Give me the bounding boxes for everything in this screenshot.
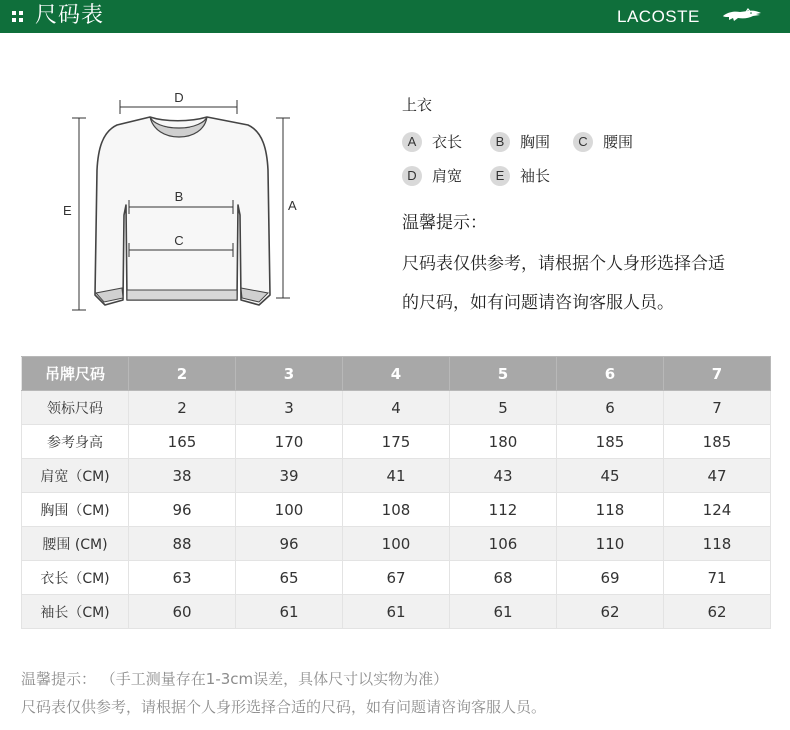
table-row bbox=[22, 493, 771, 527]
table-cell: 170 bbox=[236, 425, 343, 459]
table-cell: 165 bbox=[129, 425, 236, 459]
tips-line-2: 的尺码，如有问题请咨询客服人员。 bbox=[402, 293, 674, 313]
row-label: 袖长（CM) bbox=[22, 595, 129, 629]
row-label: 领标尺码 bbox=[22, 391, 129, 425]
table-row bbox=[22, 459, 771, 493]
table-cell: 185 bbox=[557, 425, 664, 459]
table-row bbox=[22, 595, 771, 629]
tips-line-1: 尺码表仅供参考，请根据个人身形选择合适 bbox=[402, 254, 725, 274]
legend-key-d: D bbox=[402, 166, 422, 186]
legend-label-a: 衣长 bbox=[432, 133, 463, 151]
legend-category: 上衣 bbox=[402, 96, 433, 114]
table-cell: 38 bbox=[129, 459, 236, 493]
table-cell: 47 bbox=[664, 459, 771, 493]
table-cell: 2 bbox=[129, 391, 236, 425]
table-cell: 63 bbox=[129, 561, 236, 595]
table-cell: 43 bbox=[450, 459, 557, 493]
sweater-diagram bbox=[55, 80, 305, 320]
table-cell: 100 bbox=[236, 493, 343, 527]
brand-logo-text: LACOSTE bbox=[617, 7, 700, 26]
legend-item-b bbox=[490, 131, 550, 152]
table-cell: 61 bbox=[236, 595, 343, 629]
table-cell: 41 bbox=[343, 459, 450, 493]
table-cell: 110 bbox=[557, 527, 664, 561]
table-cell: 69 bbox=[557, 561, 664, 595]
table-header-cell: 4 bbox=[343, 357, 450, 391]
table-cell: 112 bbox=[450, 493, 557, 527]
dimension-label-b: B bbox=[174, 189, 184, 204]
sweater-outline bbox=[95, 117, 270, 305]
legend-key-e: E bbox=[490, 166, 510, 186]
table-cell: 3 bbox=[236, 391, 343, 425]
table-cell: 62 bbox=[664, 595, 771, 629]
table-cell: 180 bbox=[450, 425, 557, 459]
table-cell: 96 bbox=[236, 527, 343, 561]
legend-item-e bbox=[490, 165, 550, 186]
row-label: 胸围（CM) bbox=[22, 493, 129, 527]
grid-dots-icon bbox=[12, 11, 24, 23]
legend-key-b: B bbox=[490, 132, 510, 152]
table-cell: 65 bbox=[236, 561, 343, 595]
table-cell: 68 bbox=[450, 561, 557, 595]
table-cell: 118 bbox=[557, 493, 664, 527]
legend-label-c: 腰围 bbox=[603, 133, 634, 151]
table-cell: 175 bbox=[343, 425, 450, 459]
table-cell: 71 bbox=[664, 561, 771, 595]
table-cell: 62 bbox=[557, 595, 664, 629]
table-cell: 6 bbox=[557, 391, 664, 425]
row-label: 衣长（CM) bbox=[22, 561, 129, 595]
row-label: 参考身高 bbox=[22, 425, 129, 459]
table-header-row bbox=[22, 357, 771, 391]
table-cell: 124 bbox=[664, 493, 771, 527]
table-row bbox=[22, 527, 771, 561]
table-row bbox=[22, 561, 771, 595]
sweater-hem bbox=[127, 290, 237, 300]
table-header-cell: 5 bbox=[450, 357, 557, 391]
footer-line-2: 尺码表仅供参考，请根据个人身形选择合适的尺码，如有问题请咨询客服人员。 bbox=[21, 698, 547, 716]
dimension-label-d: D bbox=[174, 90, 184, 105]
table-cell: 185 bbox=[664, 425, 771, 459]
table-header-cell: 2 bbox=[129, 357, 236, 391]
row-label: 肩宽（CM) bbox=[22, 459, 129, 493]
dimension-label-a: A bbox=[288, 198, 297, 213]
tips-title: 温馨提示： bbox=[402, 213, 487, 233]
dimension-label-e: E bbox=[63, 203, 72, 218]
table-cell: 96 bbox=[129, 493, 236, 527]
table-cell: 61 bbox=[343, 595, 450, 629]
legend-item-d bbox=[402, 165, 462, 186]
crocodile-logo-icon bbox=[722, 6, 762, 26]
table-cell: 39 bbox=[236, 459, 343, 493]
page-title: 尺码表 bbox=[35, 3, 105, 28]
table-header-cell: 7 bbox=[664, 357, 771, 391]
dimension-label-c: C bbox=[174, 233, 184, 248]
table-row bbox=[22, 425, 771, 459]
table-cell: 88 bbox=[129, 527, 236, 561]
table-cell: 100 bbox=[343, 527, 450, 561]
table-cell: 106 bbox=[450, 527, 557, 561]
header-bar bbox=[0, 0, 790, 33]
table-cell: 60 bbox=[129, 595, 236, 629]
footer-line-1: 温馨提示： （手工测量存在1-3cm误差，具体尺寸以实物为准） bbox=[21, 670, 449, 688]
table-cell: 4 bbox=[343, 391, 450, 425]
legend-label-d: 肩宽 bbox=[432, 167, 463, 185]
row-label: 腰围 (CM) bbox=[22, 527, 129, 561]
legend-label-b: 胸围 bbox=[520, 133, 551, 151]
legend-item-c bbox=[573, 131, 633, 152]
table-cell: 7 bbox=[664, 391, 771, 425]
legend-label-e: 袖长 bbox=[520, 167, 551, 185]
size-table bbox=[21, 356, 771, 629]
table-cell: 45 bbox=[557, 459, 664, 493]
table-header-cell: 6 bbox=[557, 357, 664, 391]
table-row bbox=[22, 391, 771, 425]
table-header-cell: 3 bbox=[236, 357, 343, 391]
legend-key-c: C bbox=[573, 132, 593, 152]
table-cell: 67 bbox=[343, 561, 450, 595]
legend-key-a: A bbox=[402, 132, 422, 152]
table-header-cell: 吊牌尺码 bbox=[22, 357, 129, 391]
legend-item-a bbox=[402, 131, 462, 152]
table-cell: 108 bbox=[343, 493, 450, 527]
table-cell: 61 bbox=[450, 595, 557, 629]
table-cell: 118 bbox=[664, 527, 771, 561]
table-cell: 5 bbox=[450, 391, 557, 425]
